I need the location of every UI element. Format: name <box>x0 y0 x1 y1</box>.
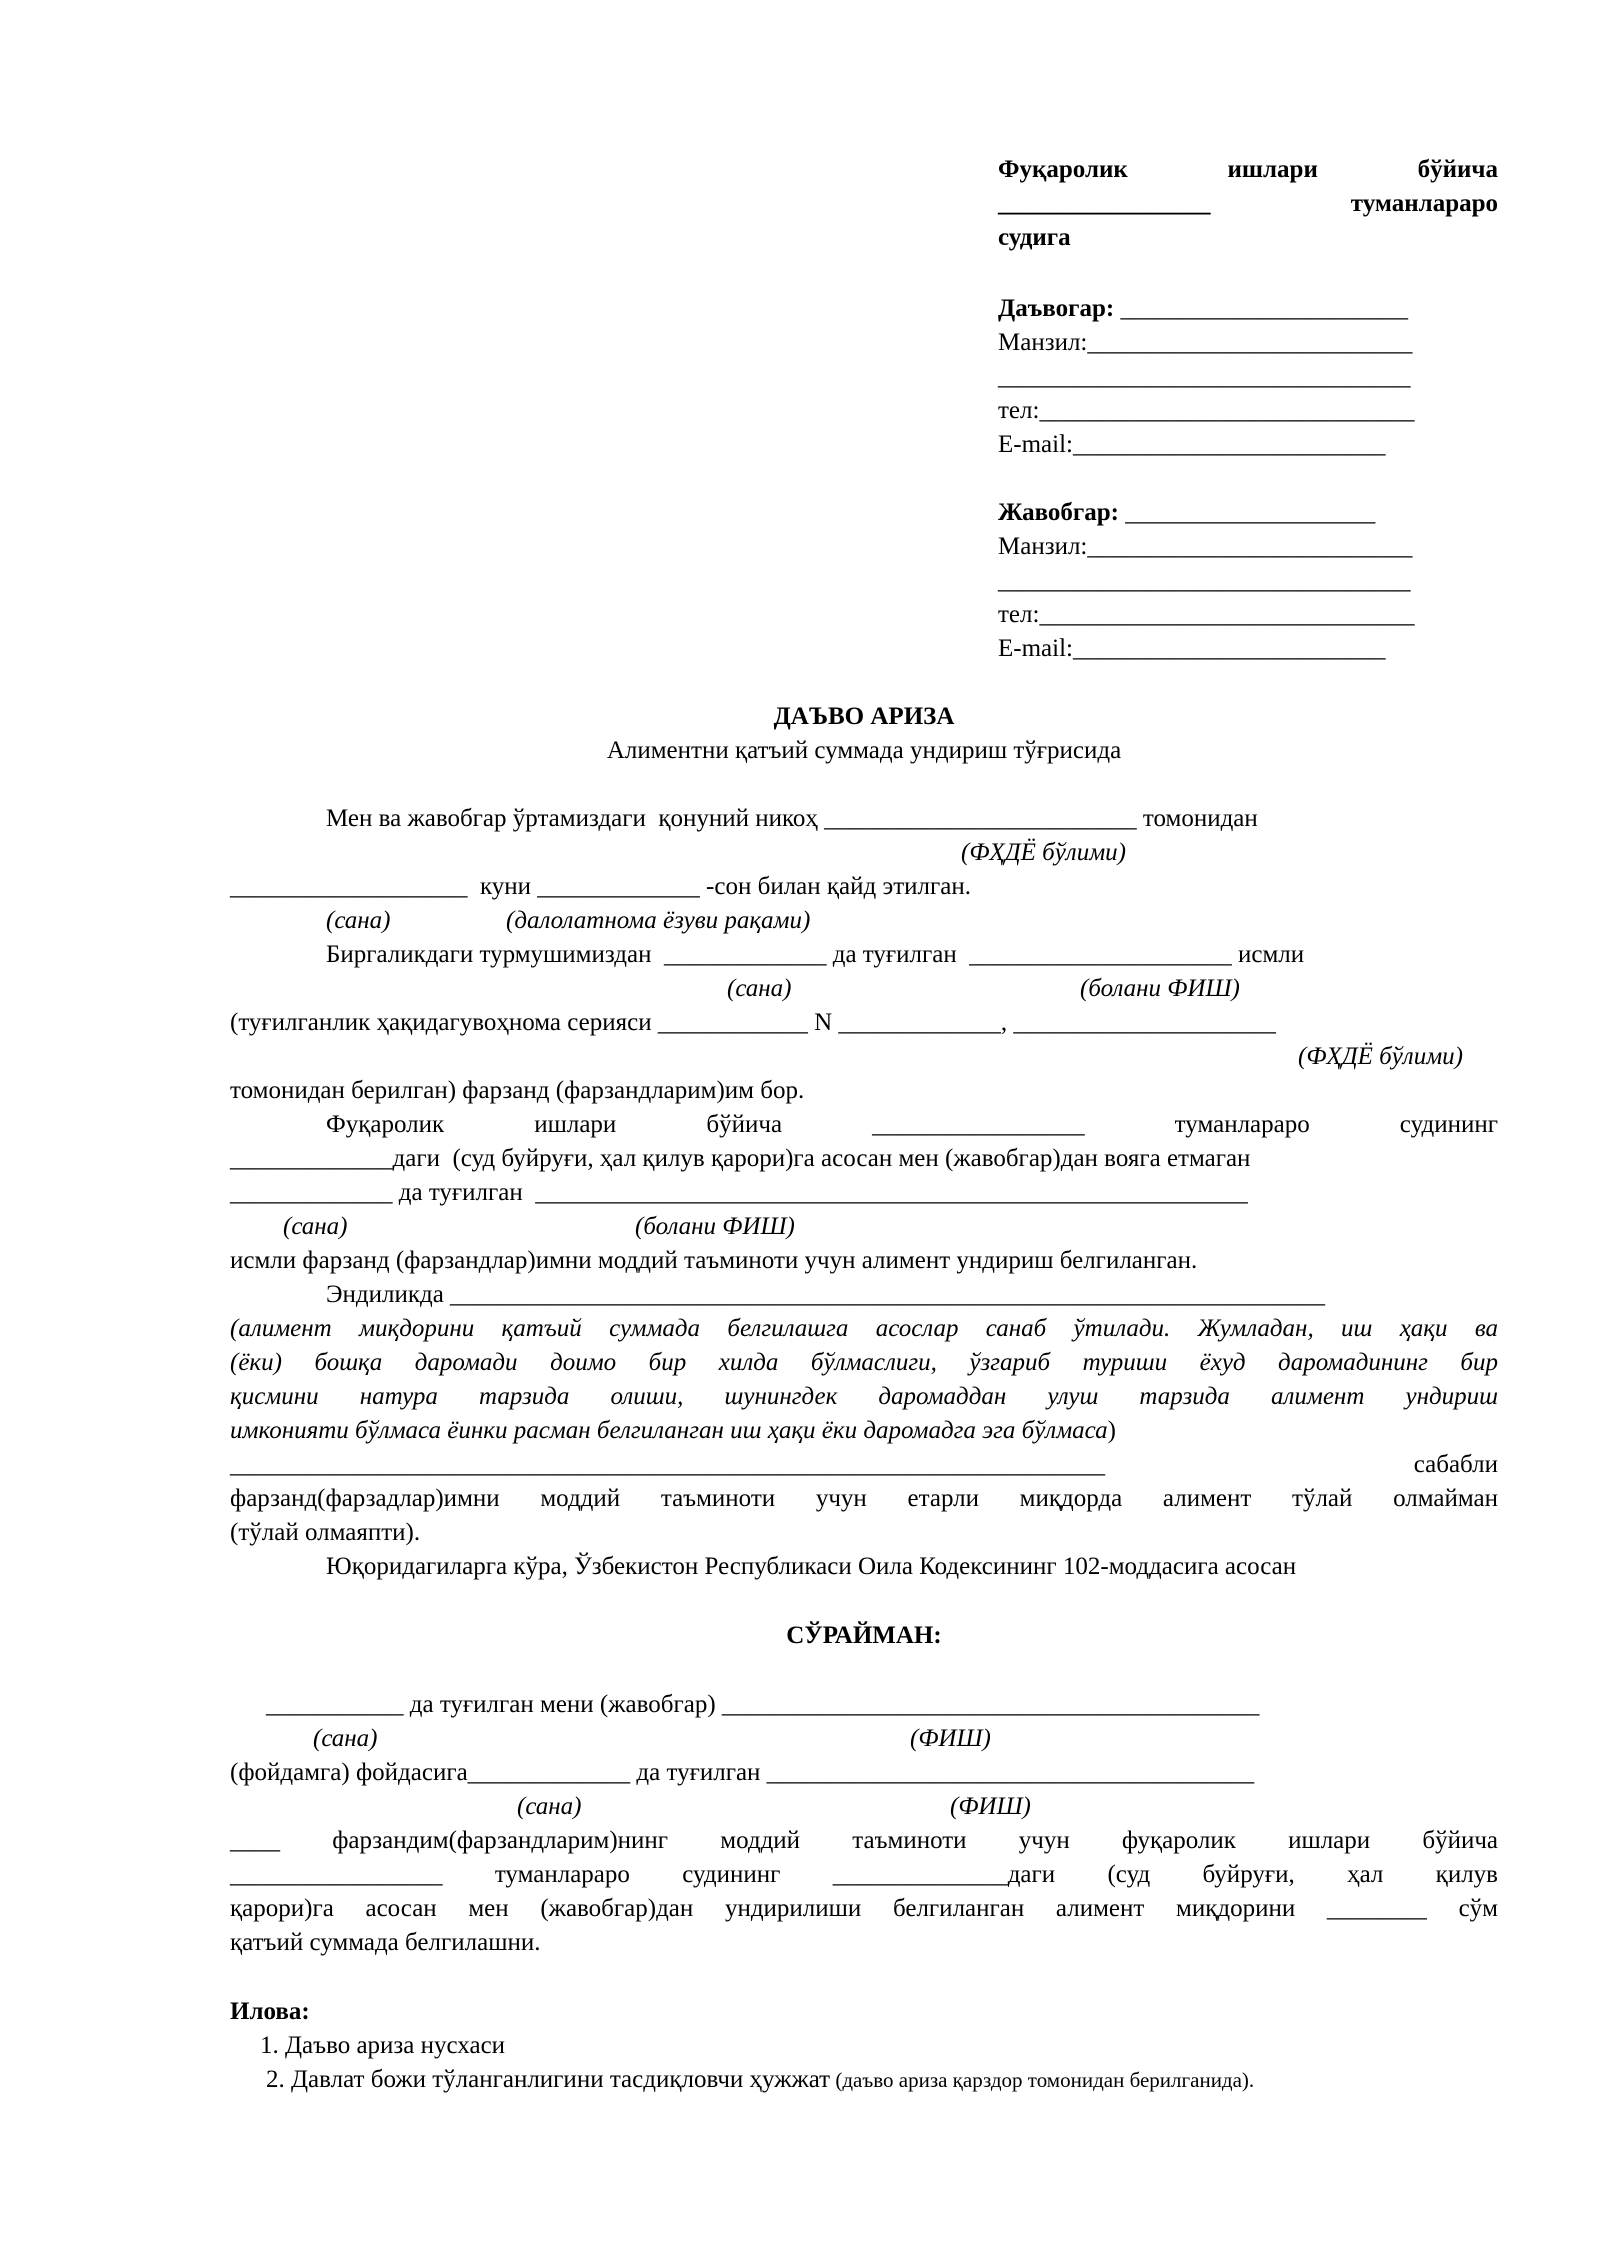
hint-full-name: (ФИШ) <box>910 1725 991 1752</box>
hint-date: (сана) <box>326 907 391 934</box>
document-title: ДАЪВО АРИЗА <box>773 703 955 730</box>
paragraph-1-line-2: ___________________ куни _____________ -сон билан қайд этилган. <box>230 873 971 900</box>
attachment-item-1: 1. Даъво ариза нусхаси <box>260 2032 506 2059</box>
request-line-6: қатъий суммада белгилашни. <box>230 1929 541 1956</box>
defendant-name-blank: ____________________ <box>1119 499 1376 526</box>
paragraph-4-italic-2: (ёки) бошқа даромади доимо бир хилда бўлмаслиги, ўзгариб туриши ёхуд даромадининг бир <box>230 1349 1498 1376</box>
request-line-3: ____ фарзандим(фарзандларим)нинг моддий таъминоти учун фуқаролик ишлари бўйича <box>230 1827 1498 1854</box>
request-line-2: (фойдамга) фойдасига_____________ да туғилган _______________________________________ <box>230 1759 1255 1786</box>
hint-child-name: (болани ФИШ) <box>635 1213 795 1240</box>
italic-text: имконияти бўлмаса ёинки расман белгиланган иш ҳақи ёки даромадга эга бўлмаса <box>230 1417 1108 1444</box>
plaintiff-email: E-mail:_________________________ <box>998 431 1386 458</box>
paragraph-4-italic-3: қисмини натура тарзида олиши, шунингдек даромаддан улуш тарзида алимент ундириш <box>230 1383 1498 1410</box>
hint-date: (сана) <box>313 1725 378 1752</box>
closing-paren: ) <box>1107 1417 1116 1444</box>
hint-date: (сана) <box>727 975 792 1002</box>
paragraph-2-line-1: Биргаликдаги турмушимиздан _____________ да туғилган _____________________ исмли <box>326 941 1305 968</box>
paragraph-4-line-6: фарзанд(фарзадлар)имни моддий таъминоти учун етарли миқдорда алимент тўлай олмайман <box>230 1485 1498 1512</box>
paragraph-4-line-1: Эндиликда ______________________________________________________________________ <box>326 1281 1326 1308</box>
hint-record-number: (далолатнома ёзуви рақами) <box>506 907 811 934</box>
plaintiff-address-continued: _________________________________ <box>998 363 1411 390</box>
request-line-4: _________________ туманлараро судининг ______________даги (суд буйруғи, ҳал қилув <box>230 1861 1498 1888</box>
paragraph-4-italic-1: (алимент миқдорини қатъий суммада белгилашга асослар санаб ўтилади. Жумладан, иш ҳақи ва <box>230 1315 1498 1342</box>
attachment-item-2 <box>266 2063 1254 2097</box>
plaintiff-tel: тел:______________________________ <box>998 397 1415 424</box>
attachment-item-2-note: (даъво ариза қарздор томонидан берилганида). <box>830 2068 1255 2092</box>
hint-full-name: (ФИШ) <box>950 1793 1031 1820</box>
court-line-1: Фуқаролик ишлари бўйича <box>998 156 1498 183</box>
plaintiff-address: Манзил:__________________________ <box>998 329 1413 356</box>
request-line-1: ___________ да туғилган мени (жавобгар) ___________________________________________ <box>266 1691 1260 1718</box>
plaintiff-line <box>998 292 1408 326</box>
defendant-label: Жавобгар: <box>998 499 1120 526</box>
paragraph-4-italic-4 <box>230 1414 1116 1448</box>
paragraph-4-blank: ______________________________________________________________________ <box>230 1451 1105 1478</box>
document-subtitle: Алиментни қатъий суммада ундириш тўғрисида <box>606 737 1122 764</box>
paragraph-2-line-3: томонидан берилган) фарзанд (фарзандларим)им бор. <box>230 1077 805 1104</box>
hint-registry-office: (ФҲДЁ бўлими) <box>1298 1043 1463 1070</box>
court-line-2: _________________ туманлараро <box>998 190 1498 217</box>
attachments-label: Илова: <box>230 1998 310 2025</box>
paragraph-3-line-4: исмли фарзанд (фарзандлар)имни моддий таъминоти учун алимент ундириш белгиланган. <box>230 1247 1198 1274</box>
hint-registry-office: (ФҲДЁ бўлими) <box>961 839 1126 866</box>
attachment-item-2-text: 2. Давлат божи тўланганлигини тасдиқловчи ҳужжат <box>266 2066 831 2093</box>
defendant-address-continued: _________________________________ <box>998 567 1411 594</box>
plaintiff-name-blank: _______________________ <box>1114 295 1408 322</box>
defendant-line <box>998 496 1375 530</box>
defendant-tel: тел:______________________________ <box>998 601 1415 628</box>
hint-child-name: (болани ФИШ) <box>1080 975 1240 1002</box>
paragraph-1-line-1: Мен ва жавобгар ўртамиздаги қонуний никоҳ _________________________ томонидан <box>326 805 1258 832</box>
request-line-5: қарори)га асосан мен (жавобгар)дан ундирилиши белгиланган алимент миқдорини ________ сўм <box>230 1895 1498 1922</box>
paragraph-4-line-7: (тўлай олмаяпти). <box>230 1519 421 1546</box>
defendant-email: E-mail:_________________________ <box>998 635 1386 662</box>
hint-date: (сана) <box>283 1213 348 1240</box>
paragraph-3-line-3: _____________ да туғилган _________________________________________________________ <box>230 1179 1248 1206</box>
paragraph-3-line-2: _____________даги (суд буйруғи, ҳал қилув қарори)га асосан мен (жавобгар)дан вояга етмаган <box>230 1145 1251 1172</box>
plaintiff-label: Даъвогар: <box>998 295 1115 322</box>
hint-date: (сана) <box>517 1793 582 1820</box>
paragraph-5-line-1: Юқоридагиларга кўра, Ўзбекистон Республикаси Оила Кодексининг 102-моддасига асосан <box>326 1553 1297 1580</box>
paragraph-3-line-1: Фуқаролик ишлари бўйича _________________ туманлараро судининг <box>326 1111 1498 1138</box>
court-line-3: судига <box>998 224 1071 251</box>
paragraph-2-line-2: (туғилганлик ҳақидагувоҳнома серияси ____________ N _____________, _____________________ <box>230 1009 1276 1036</box>
request-heading: СЎРАЙМАН: <box>786 1622 942 1649</box>
defendant-address: Манзил:__________________________ <box>998 533 1413 560</box>
paragraph-4-because: сабабли <box>1413 1451 1498 1478</box>
